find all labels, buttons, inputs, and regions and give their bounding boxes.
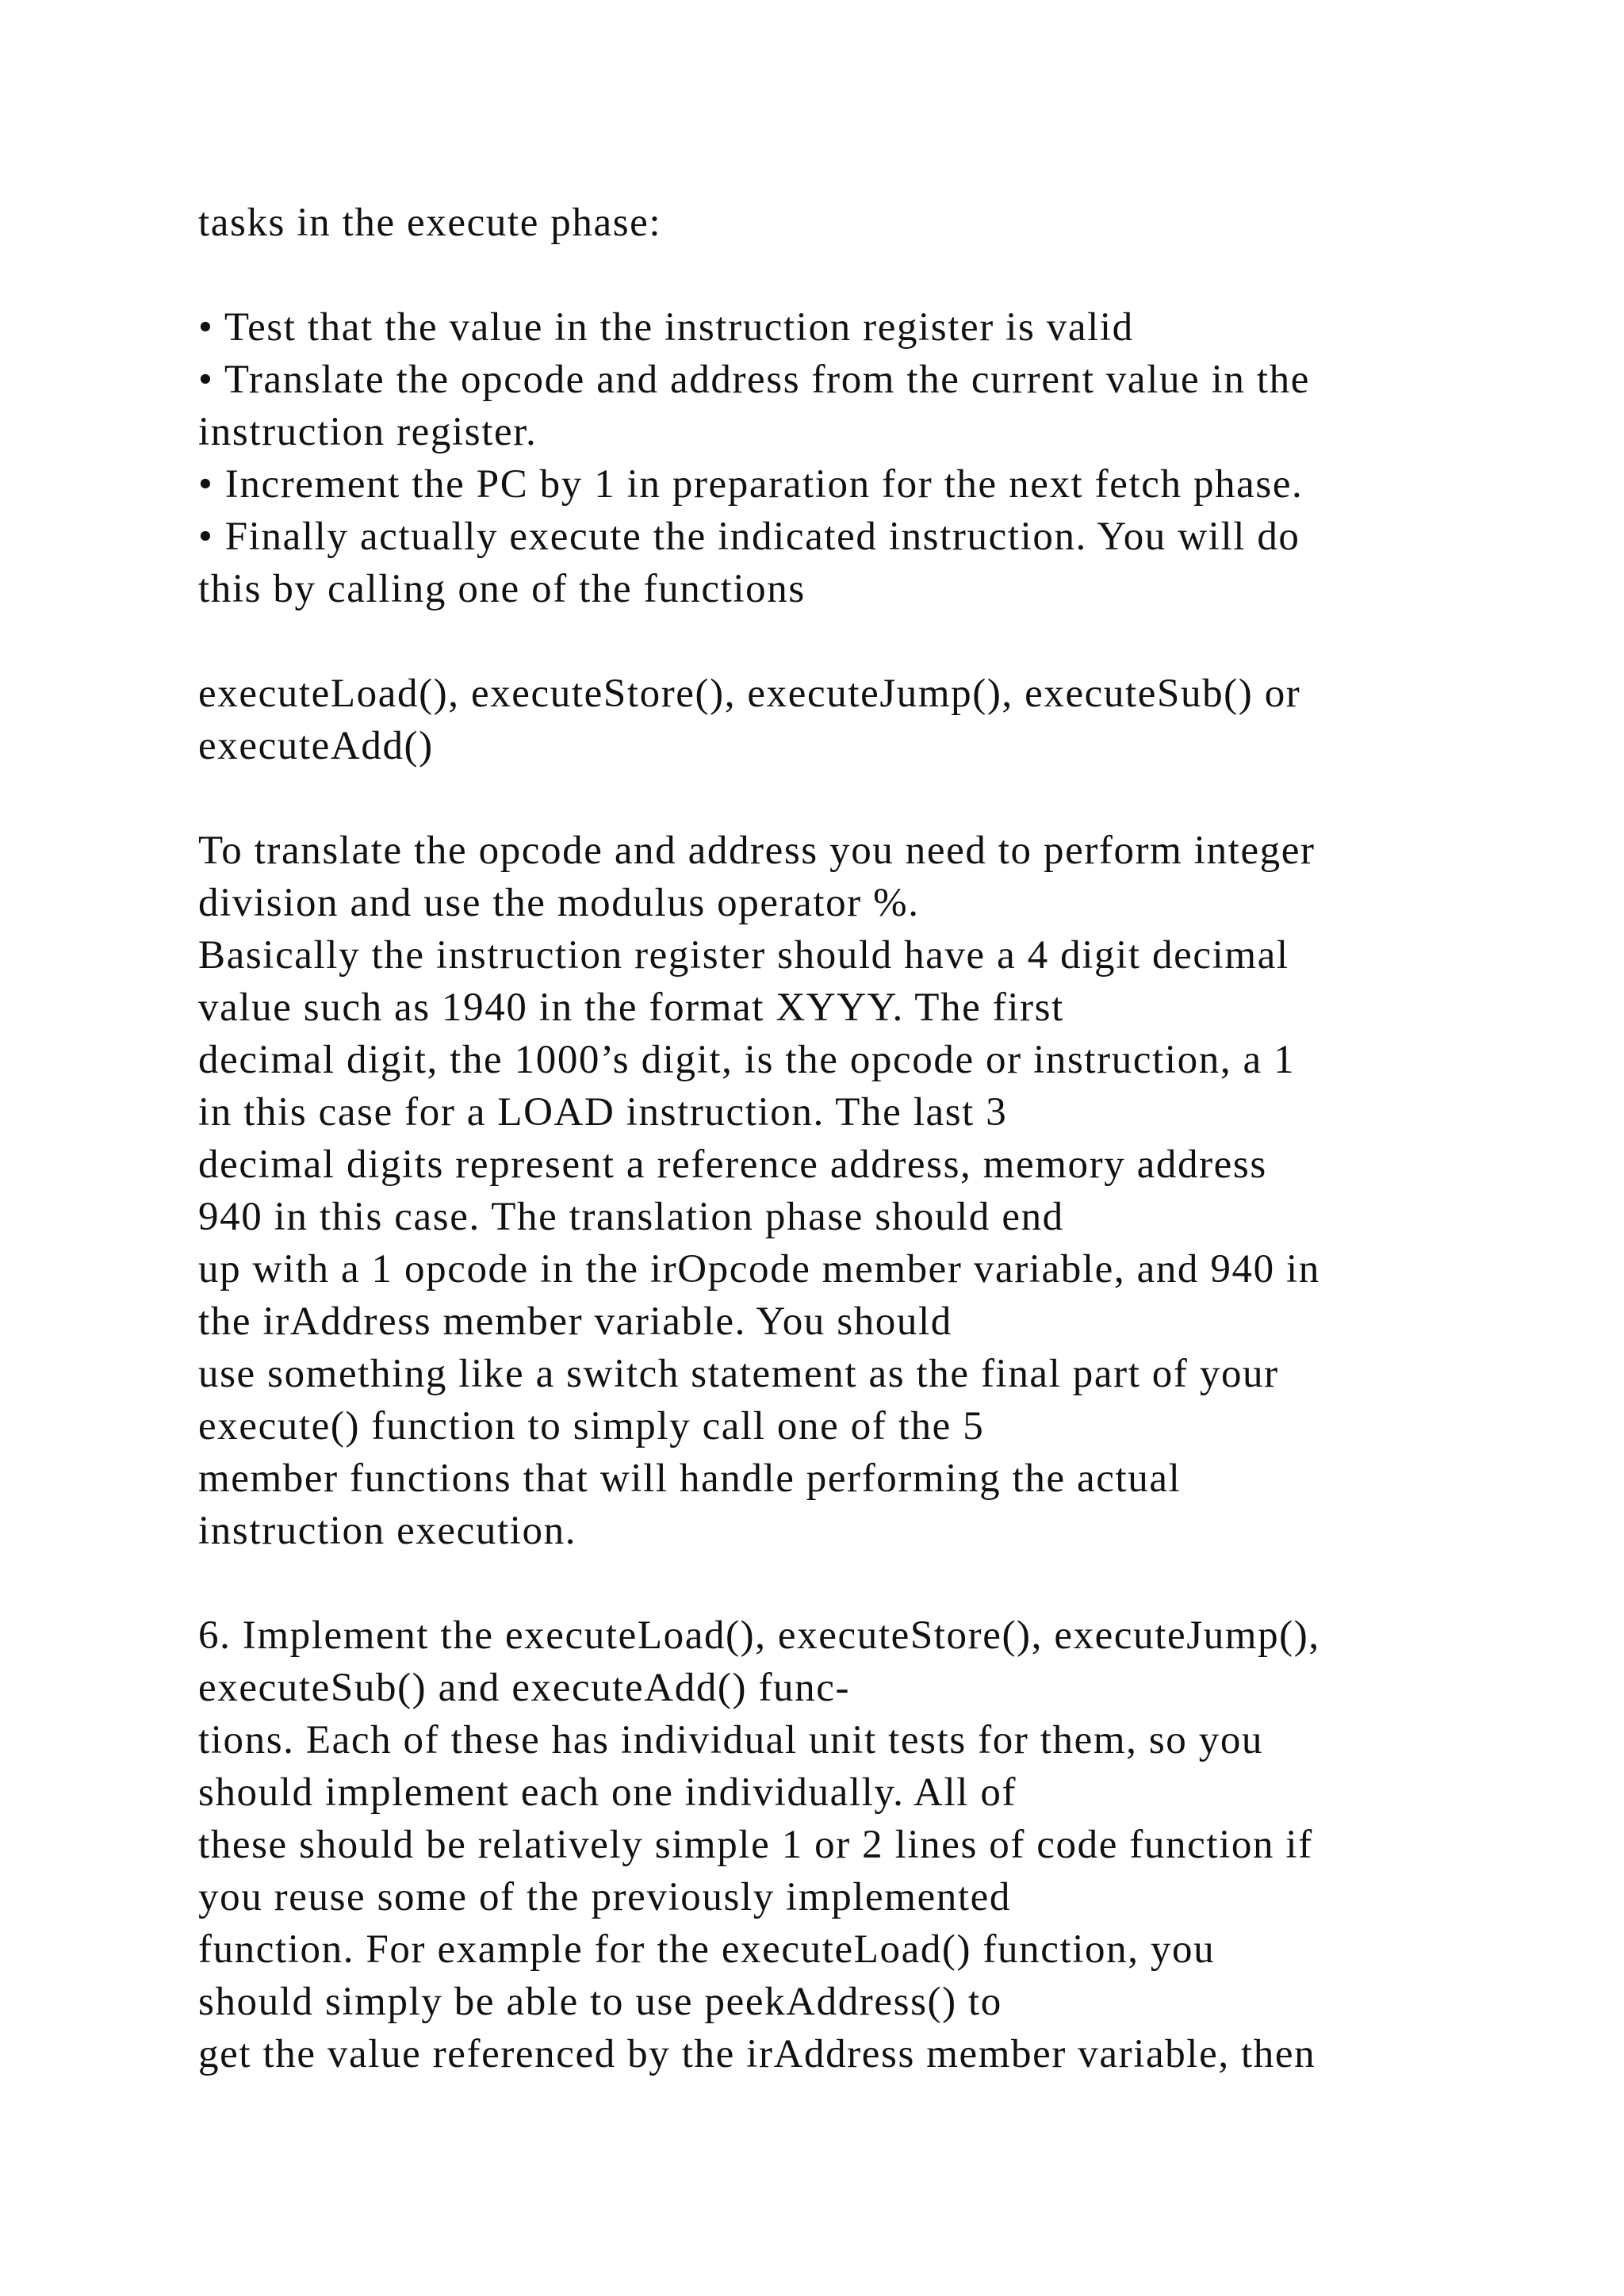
text-line: decimal digit, the 1000’s digit, is the opcode or instruction, a 1 [198,1038,1296,1082]
text-line: executeSub() and executeAdd() func- [198,1666,851,1710]
blank-line [198,249,1562,301]
text-line: should implement each one individually. All of [198,1770,1017,1815]
text-line: instruction register. [198,410,538,454]
text-line: decimal digits represent a reference address, memory address [198,1142,1267,1187]
text-line: member functions that will handle performing the actual [198,1456,1182,1501]
bullet-line: • Increment the PC by 1 in preparation for the next fetch phase. [198,462,1304,507]
blank-line [198,615,1562,668]
document-body [198,197,1562,2080]
bullet-line: • Translate the opcode and address from the current value in the [198,358,1310,402]
text-line: To translate the opcode and address you need to perform integer [198,828,1316,873]
text-line: division and use the modulus operator %. [198,881,920,925]
text-line: get the value referenced by the irAddress member variable, then [198,2032,1316,2076]
blank-line [198,1557,1562,1609]
text-line: Basically the instruction register should have a 4 digit decimal [198,933,1289,978]
text-line: value such as 1940 in the format XYYY. The first [198,985,1064,1030]
text-line: this by calling one of the functions [198,567,806,611]
text-line: should simply be able to use peekAddress() to [198,1980,1002,2024]
text-line: executeAdd() [198,724,434,768]
text-line: the irAddress member variable. You should [198,1299,952,1344]
text-line: function. For example for the executeLoad() function, you [198,1927,1216,1972]
bullet-line: • Finally actually execute the indicated instruction. You will do [198,515,1300,559]
bullet-line: • Test that the value in the instruction register is valid [198,305,1134,350]
text-line: execute() function to simply call one of the 5 [198,1404,985,1448]
text-line: instruction execution. [198,1509,577,1553]
text-line: in this case for a LOAD instruction. The last 3 [198,1090,1008,1135]
text-line: use something like a switch statement as the final part of your [198,1352,1279,1396]
text-line: tions. Each of these has individual unit tests for them, so you [198,1718,1264,1762]
blank-line [198,772,1562,825]
text-line: 940 in this case. The translation phase should end [198,1195,1064,1239]
text-line: up with a 1 opcode in the irOpcode member variable, and 940 in [198,1247,1320,1292]
text-line: executeLoad(), executeStore(), executeJump(), executeSub() or [198,672,1301,716]
text-line: these should be relatively simple 1 or 2 lines of code function if [198,1823,1313,1867]
text-line: 6. Implement the executeLoad(), executeStore(), executeJump(), [198,1613,1320,1658]
text-line: tasks in the execute phase: [198,201,662,245]
text-line: you reuse some of the previously implemented [198,1875,1012,1919]
